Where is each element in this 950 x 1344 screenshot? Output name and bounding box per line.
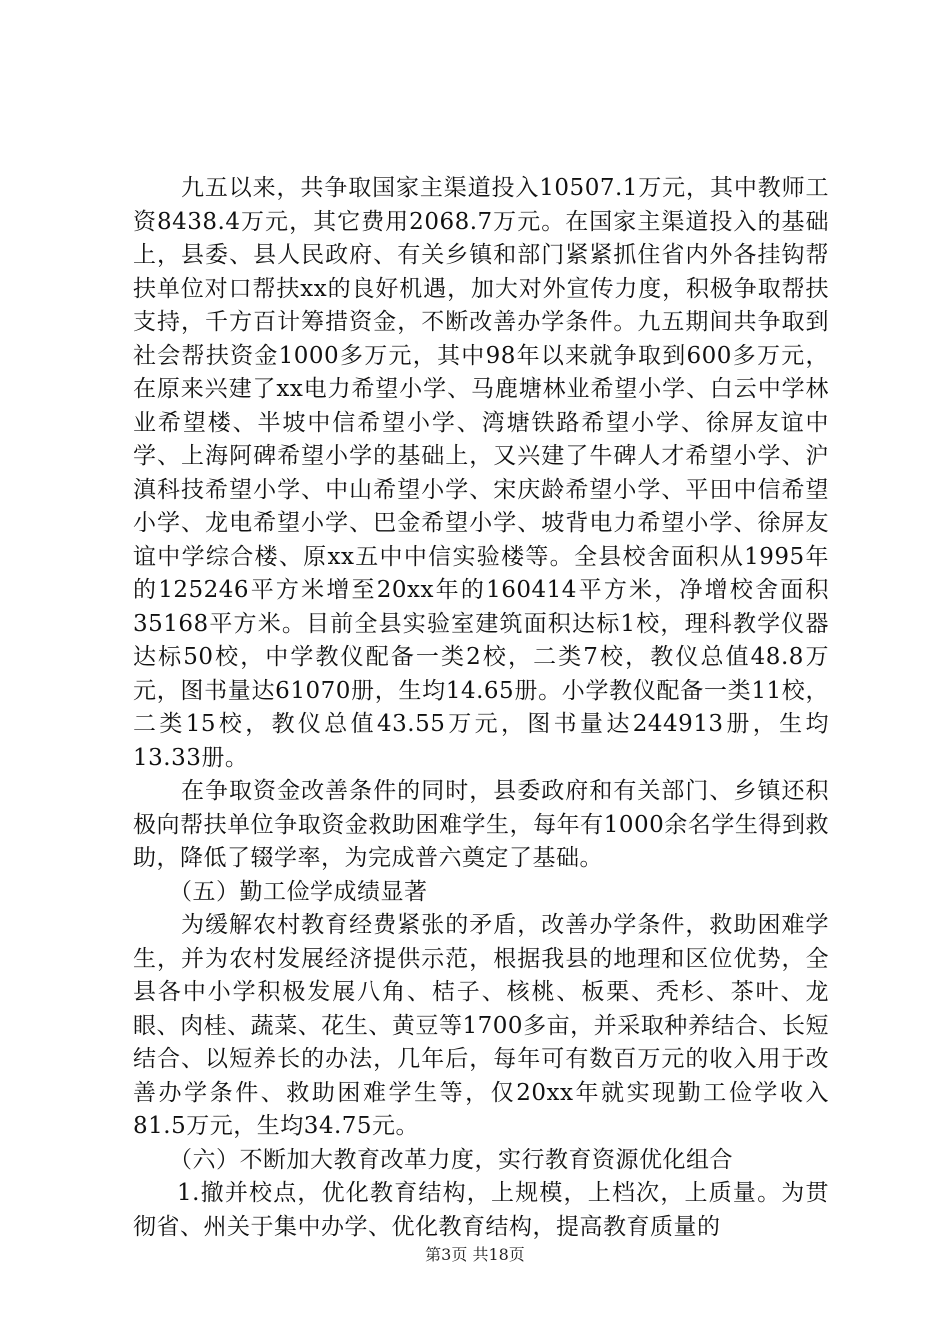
section-heading-5: （五）勤工俭学成绩显著 (169, 878, 428, 905)
document-body (133, 172, 829, 1244)
page-footer: 第3页 共18页 (425, 1245, 525, 1264)
paragraph-student-aid: 在争取资金改善条件的同时，县委政府和有关部门、乡镇还积极向帮扶单位争取资金救助困难学生，每年有1000余名学生得到救助，降低了辍学率，为完成普六奠定了基础。 (133, 778, 829, 871)
paragraph-funding: 九五以来，共争取国家主渠道投入10507.1万元，其中教师工资8438.4万元，其它费用2068.7万元。在国家主渠道投入的基础上，县委、县人民政府、有关乡镇和部门紧紧抓住省内外各挂钩帮扶单位对口帮扶xx的良好机遇，加大对外宣传力度，积极争取帮扶支持，千方百计筹措资金，不断改善办学条件。九五期间共争取到社会帮扶资金1000多万元，其中98年以来就争取到600多万元，在原来兴建了xx电力希望小学、马鹿塘林业希望小学、白云中学林业希望楼、半坡中信希望小学、湾塘铁路希望小学、徐屏友谊中学、上海阿碑希望小学的基础上，又兴建了牛碑人才希望小学、沪滇科技希望小学、中山希望小学、宋庆龄希望小学、平田中信希望小学、龙电希望小学、巴金希望小学、坡背电力希望小学、徐屏友谊中学综合楼、原xx五中中信实验楼等。全县校舍面积从1995年的125246平方米增至20xx年的160414平方米，净增校舍面积35168平方米。目前全县实验室建筑面积达标1校，理科教学仪器达标50校，中学教仪配备一类2校，二类7校，教仪总值48.8万元，图书量达61070册，生均14.65册。小学教仪配备一类11校，二类15校，教仪总值43.55万元，图书量达244913册，生均13.33册。 (133, 175, 829, 771)
list-item-1: 1.撤并校点，优化教育结构，上规模，上档次，上质量。为贯彻省、州关于集中办学、优化教育结构，提高教育质量的 (133, 1180, 829, 1240)
section-heading-6: （六）不断加大教育改革力度，实行教育资源优化组合 (169, 1146, 733, 1173)
paragraph-work-study: 为缓解农村教育经费紧张的矛盾，改善办学条件，救助困难学生，并为农村发展经济提供示范，根据我县的地理和区位优势，全县各中小学积极发展八角、桔子、核桃、板栗、秃杉、茶叶、龙眼、肉桂、蔬菜、花生、黄豆等1700多亩，并采取种养结合、长短结合、以短养长的办法，几年后，每年可有数百万元的收入用于改善办学条件、救助困难学生等，仅20xx年就实现勤工俭学收入81.5万元，生均34.75元。 (133, 912, 829, 1139)
